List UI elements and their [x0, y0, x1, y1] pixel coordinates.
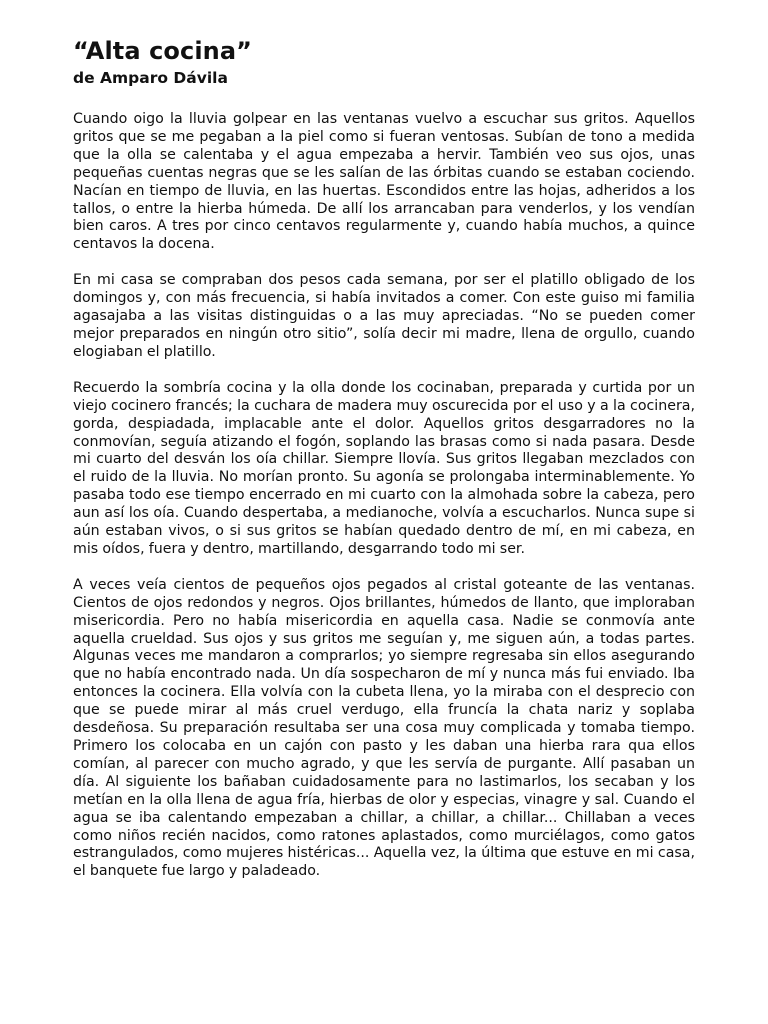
story-body [73, 111, 695, 881]
paragraph-4: A veces veía cientos de pequeños ojos pegados al cristal goteante de las ventanas. Cientos de ojos redondos y negros. Ojos brillantes, húmedos de llanto, que imploraban misericordia. Pero no había misericordia en aquella casa. Nadie se conmovía ante aquella crueldad. Sus ojos y sus gritos me seguían y, me siguen aún, a todas partes. Algunas veces me mandaron a comprarlos; yo siempre regresaba sin ellos asegurando que no había encontrado nada. Un día sospecharon de mí y nunca más fui enviado. Iba entonces la cocinera. Ella volvía con la cubeta llena, yo la miraba con el desprecio con que se puede mirar al más cruel verdugo, ella fruncía la chata nariz y soplaba desdeñosa. Su preparación resultaba ser una cosa muy complicada y tomaba tiempo. Primero los colocaba en un cajón con pasto y les daban una hierba rara qua ellos comían, al parecer con mucho agrado, y que les servía de purgante. Allí pasaban un día. Al siguiente los bañaban cuidadosamente para no lastimarlos, los secaban y los metían en la olla llena de agua fría, hierbas de olor y especias, vinagre y sal. Cuando el agua se iba calentando empezaban a chillar, a chillar, a chillar... Chillaban a veces como niños recién nacidos, como ratones aplastados, como murciélagos, como gatos estrangulados, como mujeres histéricas... Aquella vez, la última que estuve en mi casa, el banquete fue largo y paladeado. [73, 576, 695, 880]
paragraph-2: En mi casa se compraban dos pesos cada semana, por ser el platillo obligado de los domingos y, con más frecuencia, si había invitados a comer. Con este guiso mi familia agasajaba a las visitas distinguidas o a las muy apreciadas. “No se pueden comer mejor preparados en ningún otro sitio”, solía decir mi madre, llena de orgullo, cuando elogiaban el platillo. [73, 272, 695, 360]
story-author: de Amparo Dávila [73, 69, 228, 87]
paragraph-1: Cuando oigo la lluvia golpear en las ventanas vuelvo a escuchar sus gritos. Aquellos gritos que se me pegaban a la piel como si fueran ventosas. Subían de tono a medida que la olla se calentaba y el agua empezaba a hervir. También veo sus ojos, unas pequeñas cuentas negras que se les salían de las órbitas cuando se estaban cociendo. Nacían en tiempo de lluvia, en las huertas. Escondidos entre las hojas, adheridos a los tallos, o entre la hierba húmeda. De allí los arrancaban para venderlos, y los vendían bien caros. A tres por cinco centavos regularmente y, cuando había muchos, a quince centavos la docena. [73, 111, 695, 253]
story-title: “Alta cocina” [73, 37, 253, 65]
document-content [73, 36, 695, 899]
paragraph-3: Recuerdo la sombría cocina y la olla donde los cocinaban, preparada y curtida por un viejo cocinero francés; la cuchara de madera muy oscurecida por el uso y a la cocinera, gorda, despiadada, implacable ante el dolor. Aquellos gritos desgarradores no la conmovían, seguía atizando el fogón, soplando las brasas como si nada pasara. Desde mi cuarto del desván los oía chillar. Siempre llovía. Sus gritos llegaban mezclados con el ruido de la lluvia. No morían pronto. Su agonía se prolongaba interminablemente. Yo pasaba todo ese tiempo encerrado en mi cuarto con la almohada sobre la cabeza, pero aun así los oía. Cuando despertaba, a medianoche, volvía a escucharlos. Nunca supe si aún estaban vivos, o si sus gritos se habían quedado dentro de mí, en mi cabeza, en mis oídos, fuera y dentro, martillando, desgarrando todo mi ser. [73, 379, 695, 557]
